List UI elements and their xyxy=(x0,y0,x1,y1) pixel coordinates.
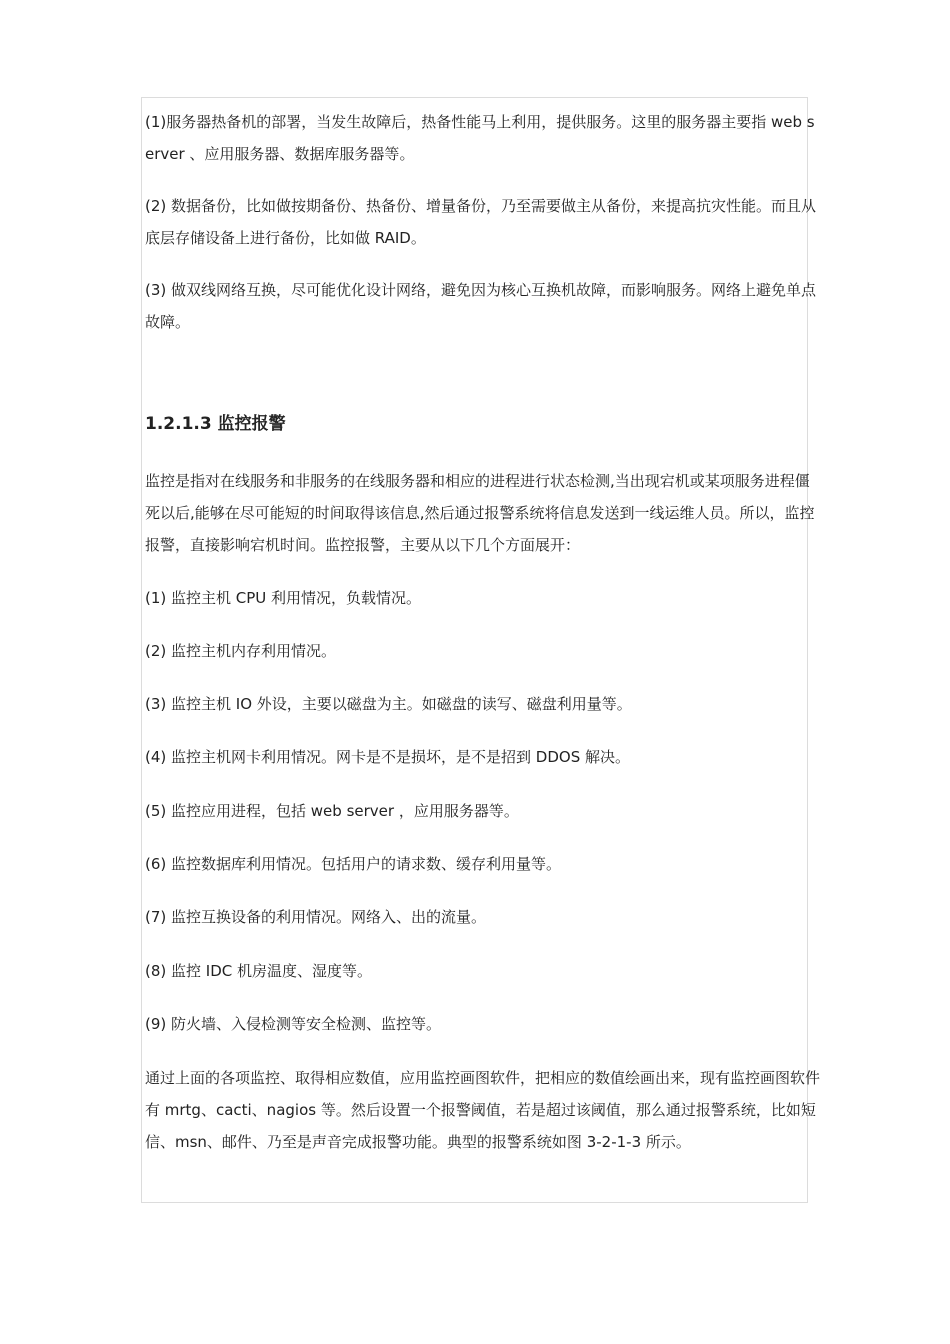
monitor-item-9: (9) 防火墙、入侵检测等安全检测、监控等。 xyxy=(145,1015,442,1033)
redundancy-item-3: (3) 做双线网络互换，尽可能优化设计网络，避免因为核心互换机故障，而影响服务。网络上避免单点故障。 xyxy=(145,281,817,331)
monitor-item-3: (3) 监控主机 IO 外设，主要以磁盘为主。如磁盘的读写、磁盘利用量等。 xyxy=(145,695,632,713)
monitor-item-2: (2) 监控主机内存利用情况。 xyxy=(145,642,337,660)
section-intro: 监控是指对在线服务和非服务的在线服务器和相应的进程进行状态检测,当出现宕机或某项服务进程僵死以后,能够在尽可能短的时间取得该信息,然后通过报警系统将信息发送到一线运维人员。所以，监控报警，直接影响宕机时间。监控报警，主要从以下几个方面展开： xyxy=(145,472,815,554)
monitor-item-7: (7) 监控互换设备的利用情况。网络入、出的流量。 xyxy=(145,908,487,926)
monitor-item-4: (4) 监控主机网卡利用情况。网卡是不是损坏，是不是招到 DDOS 解决。 xyxy=(145,748,630,766)
monitor-item-1: (1) 监控主机 CPU 利用情况，负载情况。 xyxy=(145,589,422,607)
redundancy-item-2: (2) 数据备份，比如做按期备份、热备份、增量备份，乃至需要做主从备份，来提高抗灾性能。而且从底层存储设备上进行备份，比如做 RAID。 xyxy=(145,197,817,247)
monitor-item-6: (6) 监控数据库利用情况。包括用户的请求数、缓存利用量等。 xyxy=(145,855,562,873)
monitor-item-8: (8) 监控 IDC 机房温度、湿度等。 xyxy=(145,962,373,980)
monitor-item-5: (5) 监控应用进程，包括 web server ，应用服务器等。 xyxy=(145,802,519,820)
section-conclusion: 通过上面的各项监控、取得相应数值，应用监控画图软件，把相应的数值绘画出来，现有监控画图软件有 mrtg、cacti、nagios 等。然后设置一个报警阈值，若是超过该阈值，那么通过报警系统，比如短信、msn、邮件、乃至是声音完成报警功能。典型的报警系统如图 3-2-1-3 所示。 xyxy=(145,1069,821,1151)
section-heading: 1.2.1.3 监控报警 xyxy=(145,414,286,434)
redundancy-item-1: (1)服务器热备机的部署，当发生故障后，热备性能马上利用，提供服务。这里的服务器主要指 web server 、应用服务器、数据库服务器等。 xyxy=(145,113,815,163)
